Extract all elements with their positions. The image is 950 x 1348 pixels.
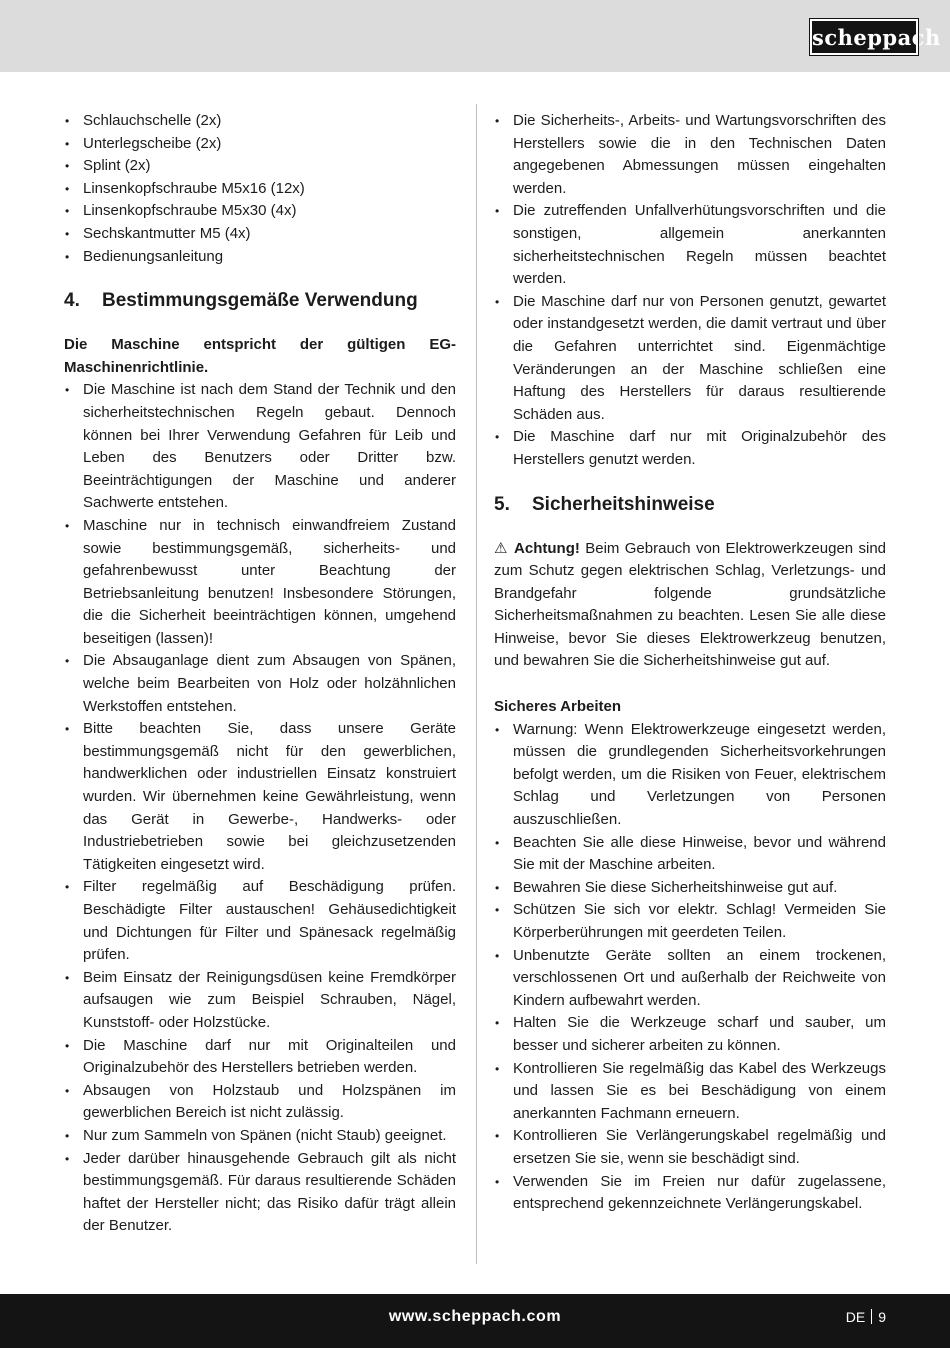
list-item: • Die Maschine darf nur mit Originalzubehör des Herstellers genutzt werden. (494, 426, 886, 471)
list-item: • Unbenutzte Geräte sollten an einem trockenen, verschlossenen Ort und außerhalb der Reichweite von Kindern aufbewahrt werden. (494, 945, 886, 1013)
language-code: DE (845, 1309, 866, 1325)
list-item: • Die Maschine darf nur mit Originalteilen und Originalzubehör des Herstellers betrieben werden. (64, 1035, 456, 1080)
list-item: • Jeder darüber hinausgehende Gebrauch gilt als nicht bestimmungsgemäß. Für daraus resultierende Schäden haftet der Hersteller nicht; das Risiko dafür trägt allein der Benutzer. (64, 1148, 456, 1238)
page-header (0, 0, 950, 72)
list-item: • Die Sicherheits-, Arbeits- und Wartungsvorschriften des Herstellers sowie die in den Technischen Daten angegebenen Abmessungen müssen eingehalten werden. (494, 110, 886, 200)
list-item: • Filter regelmäßig auf Beschädigung prüfen. Beschädigte Filter austauschen! Gehäusedichtigkeit und Dichtungen für Filter und Spänesack regelmäßig prüfen. (64, 876, 456, 966)
list-item: • Warnung: Wenn Elektrowerkzeuge eingesetzt werden, müssen die grundlegenden Sicherheitsvorkehrungen befolgt werden, um die Risiken von Feuer, elektrischem Schlag und Verletzungen von Personen auszuschließen. (494, 719, 886, 832)
parts-list (64, 110, 456, 268)
left-column (64, 110, 456, 1238)
list-item: • Die Maschine ist nach dem Stand der Technik und den sicherheitstechnischen Regeln gebaut. Dennoch können bei Ihrer Verwendung Gefahren für Leib und Leben des Benutzers oder Dritter bzw. Beeinträchtigungen der Maschine und anderer Sachwerte entstehen. (64, 379, 456, 515)
warning-text: Beim Gebrauch von Elektrowerkzeugen sind zum Schutz gegen elektrischen Schlag, Verletzungs- und Brandgefahr folgende grundsätzliche Sicherheitsmaßnahmen zu beachten. Lesen Sie alle diese Hinweise, bevor Sie dieses Elektrowerkzeug benutzen, und bewahren Sie die Sicherheitshinweise gut auf. (494, 539, 887, 670)
list-item: • Maschine nur in technisch einwandfreiem Zustand sowie bestimmungsgemäß, sicherheits- und gefahrenbewusst unter Beachtung der Betriebsanleitung benutzen! Insbesondere Störungen, die die Sicherheit beeinträchtigen können, umgehend beseitigen (lassen)! (64, 515, 456, 651)
right-column (494, 110, 886, 1216)
list-item: • Verwenden Sie im Freien nur dafür zugelassene, entsprechend gekennzeichnete Verlängerungskabel. (494, 1171, 886, 1216)
list-item: • Nur zum Sammeln von Spänen (nicht Staub) geeignet. (64, 1125, 456, 1148)
list-item: • Schlauchschelle (2x) (64, 110, 456, 133)
intended-use-list-continued (494, 110, 886, 472)
list-item: • Schützen Sie sich vor elektr. Schlag! Vermeiden Sie Körperberührungen mit geerdeten Teilen. (494, 899, 886, 944)
column-divider (476, 104, 477, 1264)
section-4-heading (64, 288, 456, 314)
list-item: • Splint (2x) (64, 155, 456, 178)
section-title: Bestimmungsgemäße Verwendung (102, 290, 418, 312)
list-item: • Linsenkopfschraube M5x30 (4x) (64, 200, 456, 223)
intended-use-list (64, 379, 456, 1238)
page-number-value: 9 (878, 1309, 886, 1325)
warning-label: Achtung! (514, 539, 580, 557)
list-item: • Halten Sie die Werkzeuge scharf und sauber, um besser und sicherer arbeiten zu können. (494, 1012, 886, 1057)
section-number: 5. (494, 493, 510, 515)
list-item: • Die Maschine darf nur von Personen genutzt, gewartet oder instandgesetzt werden, die damit vertraut und über die Gefahren unterrichtet sind. Eigenmächtige Veränderungen an der Maschine schließen eine Haftung des Herstellers für daraus resultierende Schäden aus. (494, 291, 886, 427)
list-item: • Beim Einsatz der Reinigungsdüsen keine Fremdkörper aufsaugen wie zum Beispiel Schrauben, Nägel, Kunststoff- oder Holzstücke. (64, 967, 456, 1035)
list-item: • Linsenkopfschraube M5x16 (12x) (64, 178, 456, 201)
list-item: • Absaugen von Holzstaub und Holzspänen im gewerblichen Bereich ist nicht zulässig. (64, 1080, 456, 1125)
footer-website-link[interactable]: www.scheppach.com (388, 1308, 562, 1325)
warning-triangle-icon: ⚠ (494, 539, 509, 557)
list-item: • Die Absauganlage dient zum Absaugen von Spänen, welche beim Bearbeiten von Holz oder holzähnlichen Werkstoffen entstehen. (64, 650, 456, 718)
page-footer (0, 1294, 950, 1348)
list-item: • Beachten Sie alle diese Hinweise, bevor und während Sie mit der Maschine arbeiten. (494, 832, 886, 877)
list-item: • Bedienungsanleitung (64, 246, 456, 269)
scheppach-logo: scheppach (810, 19, 918, 55)
section-4-intro: Die Maschine entspricht der gültigen EG-Maschinenrichtlinie. (64, 336, 456, 376)
section-title: Sicherheitshinweise (532, 493, 715, 515)
section-5-heading (494, 492, 886, 518)
list-item: • Bewahren Sie diese Sicherheitshinweise gut auf. (494, 877, 886, 900)
list-item: • Sechskantmutter M5 (4x) (64, 223, 456, 246)
page-number (846, 1309, 886, 1325)
list-item: • Kontrollieren Sie regelmäßig das Kabel des Werkzeugs und lassen Sie es bei Beschädigung von einem anerkannten Fachmann erneuern. (494, 1058, 886, 1126)
section-number: 4. (64, 290, 80, 312)
list-item: • Unterlegscheibe (2x) (64, 133, 456, 156)
list-item: • Die zutreffenden Unfallverhütungsvorschriften und die sonstigen, allgemein anerkannten sicherheitstechnischen Regeln müssen beachtet werden. (494, 200, 886, 290)
list-item: • Kontrollieren Sie Verlängerungskabel regelmäßig und ersetzen Sie sie, wenn sie beschädigt sind. (494, 1125, 886, 1170)
safety-list (494, 719, 886, 1216)
separator (871, 1309, 872, 1324)
safe-work-subheading: Sicheres Arbeiten (494, 698, 621, 716)
warning-paragraph (494, 538, 886, 674)
list-item: • Bitte beachten Sie, dass unsere Geräte bestimmungsgemäß nicht für den gewerblichen, handwerklichen oder industriellen Einsatz konstruiert wurden. Wir übernehmen keine Gewährleistung, wenn das Gerät in Gewerbe-, Handwerks- oder Industriebetrieben sowie bei gleichzusetzenden Tätigkeiten eingesetzt wird. (64, 718, 456, 876)
